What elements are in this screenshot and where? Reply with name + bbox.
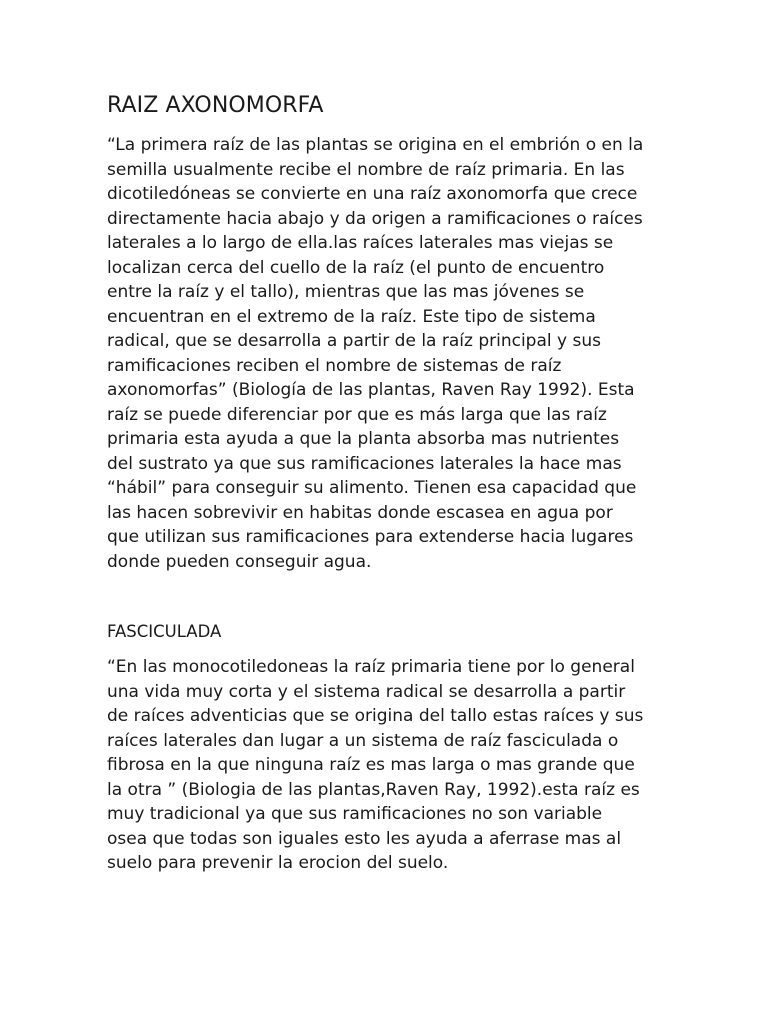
text-line: una vida muy corta y el sistema radical se desarrolla a partir <box>107 681 626 702</box>
text-line: “En las monocotiledoneas la raíz primaria tiene por lo general <box>107 657 635 677</box>
text-line: radical, que se desarrolla a partir de la raíz principal y sus <box>107 331 601 351</box>
text-line: directamente hacia abajo y da origen a ramificaciones o raíces <box>107 208 643 229</box>
text-line: “La primera raíz de las plantas se origina en el embrión o en la <box>107 135 644 155</box>
section-heading-fasciculada: FASCICULADA <box>107 622 222 641</box>
text-line: las hacen sobrevivir en habitas donde escasea en agua por <box>107 502 613 523</box>
text-line: laterales a lo largo de ella.las raíces laterales mas viejas se <box>107 233 614 253</box>
text-line: del sustrato ya que sus ramificaciones laterales la hace mas <box>107 453 622 474</box>
text-line: dicotiledóneas se convierte en una raíz axonomorfa que crece <box>107 184 638 204</box>
text-line: semilla usualmente recibe el nombre de raíz primaria. En las <box>107 159 625 180</box>
text-line: axonomorfas” (Biología de las plantas, Raven Ray 1992). Esta <box>107 380 635 400</box>
text-line: localizan cerca del cuello de la raíz (el punto de encuentro <box>107 257 605 278</box>
text-line: osea que todas son iguales esto les ayuda a aferrase mas al <box>107 828 622 849</box>
text-line: primaria esta ayuda a que la planta absorba mas nutrientes <box>107 429 620 449</box>
text-line: raíces laterales dan lugar a un sistema de raíz fasciculada o <box>107 730 619 751</box>
text-line: encuentran en el extremo de la raíz. Este tipo de sistema <box>107 306 596 327</box>
text-line: ramificaciones reciben el nombre de sistemas de raíz <box>107 355 562 376</box>
paragraph-raiz-axonomorfa <box>107 133 643 574</box>
section-heading-raiz-axonomorfa: RAIZ AXONOMORFA <box>107 93 324 118</box>
text-line: raíz se puede diferenciar por que es más larga que las raíz <box>107 404 607 425</box>
text-line: la otra ” (Biologia de las plantas,Raven Ray, 1992).esta raíz es <box>107 779 640 800</box>
text-line: de raíces adventicias que se origina del tallo estas raíces y sus <box>107 706 644 726</box>
text-line: entre la raíz y el tallo), mientras que las mas jóvenes se <box>107 282 585 302</box>
text-line: fibrosa en la que ninguna raíz es mas larga o mas grande que <box>107 755 635 775</box>
text-line: “hábil” para conseguir su alimento. Tienen esa capacidad que <box>107 478 637 498</box>
text-line: donde pueden conseguir agua. <box>107 551 372 572</box>
paragraph-fasciculada <box>107 655 643 876</box>
text-line: suelo para prevenir la erocion del suelo. <box>107 853 449 873</box>
text-line: que utilizan sus ramificaciones para extenderse hacia lugares <box>107 527 634 547</box>
text-line: muy tradicional ya que sus ramificaciones no son variable <box>107 804 603 824</box>
